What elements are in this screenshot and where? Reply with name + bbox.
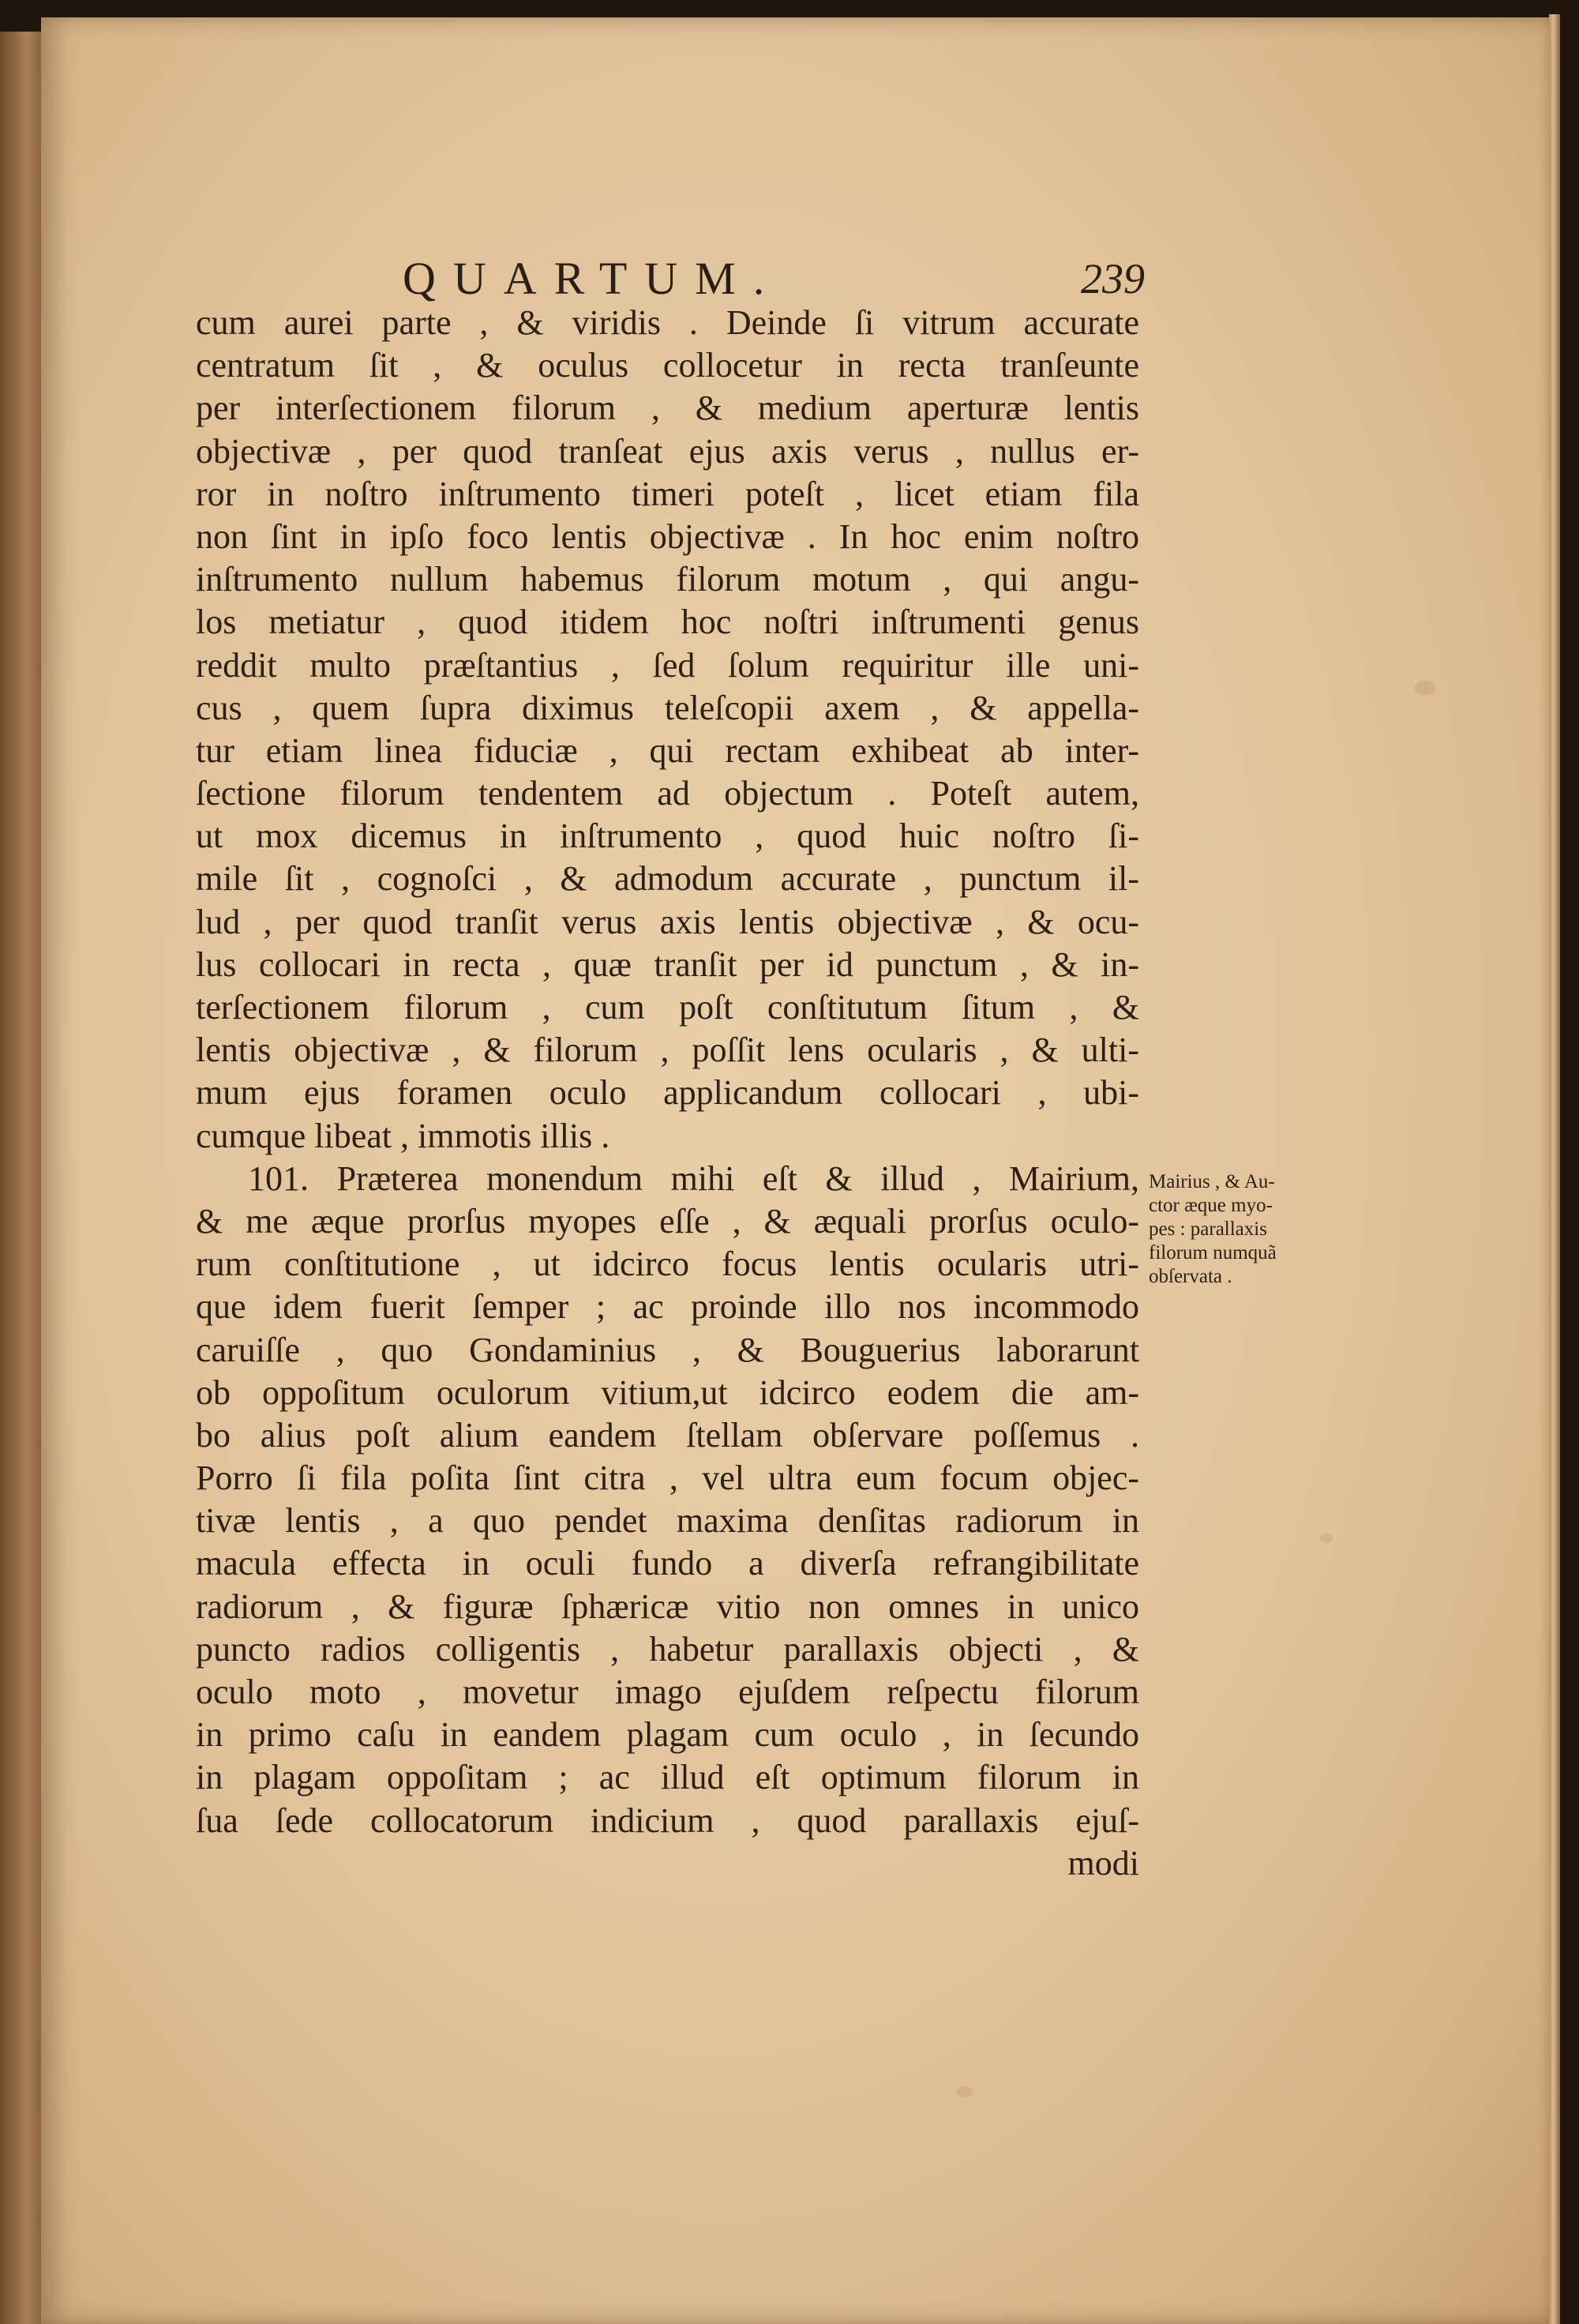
text-line: ob oppoſitum oculorum vitium,ut idcirco eodem die am-	[196, 1372, 1139, 1412]
text-line: lentis objectivæ , & filorum , poſſit lens ocularis , & ulti-	[196, 1031, 1139, 1070]
text-line: rum conſtitutione , ut idcirco focus lentis ocularis utri-	[196, 1245, 1139, 1284]
text-line: puncto radios colligentis , habetur parallaxis objecti , &	[196, 1629, 1139, 1669]
foxing-spot	[1320, 1534, 1333, 1543]
text-line: in primo caſu in eandem plagam cum oculo , in ſecundo	[196, 1715, 1139, 1755]
text-line: inſtrumento nullum habemus filorum motum , qui angu-	[196, 560, 1139, 599]
marginal-note-line: ctor æque myo-	[1149, 1195, 1273, 1216]
text-line: oculo moto , movetur imago ejuſdem reſpectu filorum	[196, 1673, 1139, 1711]
text-line: ut mox dicemus in inſtrumento , quod huic noſtro ſi-	[196, 817, 1139, 856]
text-line: ſectione filorum tendentem ad objectum . Poteſt autem,	[196, 774, 1139, 813]
text-line: tur etiam linea fiduciæ , qui rectam exhibeat ab inter-	[196, 730, 1139, 770]
text-line: mile ſit , cognoſci , & admodum accurate , punctum il-	[196, 859, 1139, 899]
foxing-spot	[957, 2086, 973, 2097]
text-line: que idem fuerit ſemper ; ac proinde illo nos incommodo	[196, 1287, 1139, 1327]
text-line: centratum ſit , & oculus collocetur in recta tranſeunte	[196, 346, 1139, 385]
marginal-note-line: pes : parallaxis	[1149, 1218, 1267, 1240]
marginal-note-line: filorum numquã	[1149, 1242, 1277, 1263]
page-number: 239	[1081, 255, 1145, 302]
text-line: reddit multo præſtantius , ſed ſolum requiritur ille uni-	[196, 645, 1139, 685]
text-line: caruiſſe , quo Gondaminius , & Bouguerius laborarunt	[196, 1330, 1139, 1369]
catchword: modi	[1067, 1843, 1139, 1883]
text-line: lus collocari in recta , quæ tranſit per id punctum , & in-	[196, 944, 1139, 984]
marginal-note	[1149, 1170, 1326, 1289]
text-line: tivæ lentis , a quo pendet maxima denſitas radiorum in	[196, 1501, 1139, 1541]
text-line: mum ejus foramen oculo applicandum collocari , ubi-	[196, 1073, 1139, 1113]
text-line: objectivæ , per quod tranſeat ejus axis verus , nullus er-	[196, 431, 1139, 471]
page-fore-edge	[1549, 14, 1560, 2324]
text-line: in plagam oppoſitam ; ac illud eſt optimum filorum in	[196, 1758, 1139, 1797]
text-line: lud , per quod tranſit verus axis lentis objectivæ , & ocu-	[196, 902, 1139, 941]
marginal-note-line: obſervata .	[1149, 1266, 1232, 1287]
text-line: cum aurei parte , & viridis . Deinde ſi vitrum accurate	[196, 303, 1139, 342]
text-line: per interſectionem filorum , & medium aperturæ lentis	[196, 389, 1139, 428]
text-line: cus , quem ſupra diximus teleſcopii axem , & appella-	[196, 688, 1139, 727]
marginal-note-line: Mairius , & Au-	[1149, 1171, 1275, 1192]
text-line: los metiatur , quod itidem hoc noſtri inſtrumenti genus	[196, 603, 1139, 642]
text-line: non ſint in ipſo foco lentis objectivæ . In hoc enim noſtro	[196, 516, 1139, 556]
text-line: macula effecta in oculi fundo a diverſa refrangibilitate	[196, 1544, 1139, 1583]
text-line: Porro ſi fila poſita ſint citra , vel ultra eum focum objec-	[196, 1459, 1139, 1498]
running-head: QUARTUM.	[403, 253, 782, 304]
text-line: terſectionem filorum , cum poſt conſtitutum ſitum , &	[196, 988, 1139, 1027]
text-line: ſua ſede collocatorum indicium , quod parallaxis ejuſ-	[196, 1800, 1139, 1840]
foxing-spot	[1415, 681, 1435, 695]
body-text	[196, 302, 1139, 1885]
page-header	[403, 251, 1145, 306]
text-line: bo alius poſt alium eandem ſtellam obſervare poſſemus .	[196, 1415, 1139, 1455]
text-line: 101. Præterea monendum mihi eſt & illud , Mairium,	[248, 1158, 1139, 1198]
text-line: ror in noſtro inſtrumento timeri poteſt , licet etiam fila	[196, 474, 1139, 513]
text-line: cumque libeat , immotis illis .	[196, 1116, 610, 1155]
text-line: radiorum , & figuræ ſphæricæ vitio non omnes in unico	[196, 1586, 1139, 1626]
text-line: & me æque prorſus myopes eſſe , & æquali prorſus oculo-	[196, 1201, 1139, 1241]
